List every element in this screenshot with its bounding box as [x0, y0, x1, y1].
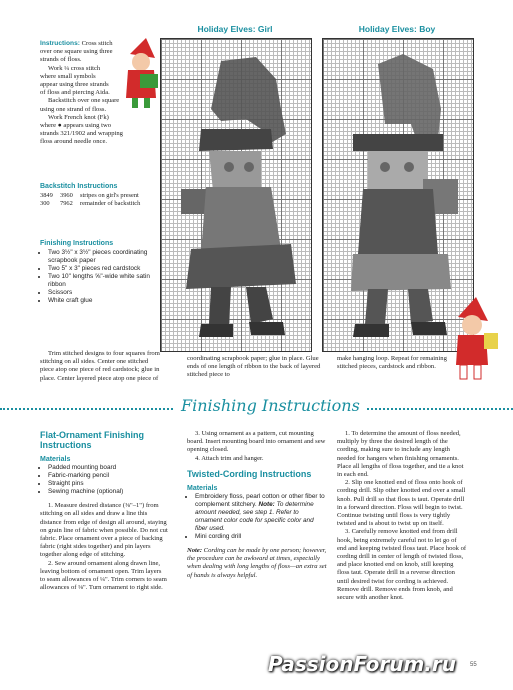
flat-step-2: 2. Sew around ornament along drawn line, leaving bottom of ornament open. Trim layers to seam allowances of ¼". Trim corners to seam allowances of ⅛". Turn ornament to right side.	[40, 559, 167, 592]
list-item: • Two 5" x 3" pieces red cardstock	[48, 265, 155, 273]
girl-chart-title: Holiday Elves: Girl	[197, 24, 273, 34]
girl-elf-pattern	[161, 39, 311, 351]
page-number: 55	[470, 662, 477, 668]
instructions-column	[40, 40, 125, 147]
twisted-cording-column	[187, 430, 327, 580]
list-item: • Padded mounting board	[48, 464, 168, 472]
bottom-text-right: make hanging loop. Repeat for remaining stitched pieces, cardstock and ribbon.	[337, 355, 447, 371]
bottom-text-left: Trim stitched designs to four squares from stitching on all sides. Center one stitched piece atop one piece of red cardstock; glue in place. Center layered piece atop one piece of	[40, 350, 160, 382]
list-item: • Fabric-marking pencil	[48, 472, 168, 480]
elf-girl-illustration	[120, 36, 162, 111]
boy-chart-title: Holiday Elves: Boy	[358, 24, 436, 34]
elf-boy-illustration	[450, 295, 500, 385]
girl-chart	[160, 38, 312, 352]
twisted-materials-heading: Materials	[187, 484, 218, 492]
finishing-heading: Finishing Instructions	[40, 240, 114, 247]
list-item: • Sewing machine (optional)	[48, 488, 168, 496]
list-item: • Scissors	[48, 289, 155, 297]
watermark: PassionForum.ru	[268, 652, 457, 676]
list-item: • Two 3½" x 3½" pieces coordinating scrapbook paper	[48, 249, 155, 265]
backstitch-row: 300 7962 remainder of backstitch	[40, 200, 141, 207]
flat-materials-list	[40, 464, 168, 496]
list-item: • White craft glue	[48, 297, 155, 305]
flat-materials-heading: Materials	[40, 456, 71, 463]
twisted-cording-heading: Twisted-Cording Instructions	[187, 468, 312, 479]
instructions-backstitch: Backstitch over one square using one strand of floss.	[40, 97, 120, 113]
flat-step-1: 1. Measure desired distance (⅜"–1") from stitching on all sides and draw a line this distance from edge of design all around, staying on grain line of fabric when possible. Do not cut fabric. Place ornament over a piece of backing fabric (right sides together) and pin layers together along edge of stitching.	[40, 502, 168, 559]
backstitch-heading: Backstitch Instructions	[40, 183, 118, 190]
flat-step-4: 4. Attach trim and hanger.	[195, 454, 264, 462]
instructions-french-knot: Work French knot (Fk) where ● appears using two strands 321/1902 and wrapping floss around needle once.	[40, 113, 123, 146]
flat-step-3: 3. Using ornament as a pattern, cut mounting board. Insert mounting board into ornament and sew opening closed.	[187, 430, 326, 454]
list-item: • Embroidery floss, pearl cotton or other fiber to complement stitchery. Note: To determine amount needed, see step 1. Refer to ornament color code for specific color and fiber used.	[195, 493, 327, 533]
list-item: • Two 10" lengths ⅝"-wide white satin ribbon	[48, 273, 155, 289]
cording-step-3: 3. Carefully remove knotted end from drill hook, being extremely careful not to let go of end and keeping twisted floss taut. Place hook of cording drill in center of length of twisted floss, and place knotted end on knob, still keeping floss taut. Operate drill in a reverse direction until desired twist for cording is achieved. Remove drill. Remove ends from knob, and secure with another knot.	[337, 528, 467, 602]
cording-step-1: 1. To determine the amount of floss needed, multiply by three the desired length of the cording, making sure to include any length needed for hangers when finishing ornaments. Place all lengths of floss together, and tie a knot in each end.	[337, 430, 464, 479]
cording-steps-column	[337, 430, 467, 602]
list-item: • Mini cording drill	[195, 533, 327, 541]
bottom-text-middle: coordinating scrapbook paper; glue in place. Glue ends of one length of ribbon to the back of layered stitched piece to	[187, 355, 321, 379]
flat-ornament-column	[40, 430, 168, 592]
instructions-label: Instructions:	[40, 40, 80, 47]
list-item: • Straight pins	[48, 480, 168, 488]
cording-note: Note: Cording can be made by one person; however, the procedure can be awkward at times, especially when dealing with long lengths of floss—an extra set of hands is always helpful.	[187, 547, 327, 579]
flat-ornament-heading: Flat-Ornament Finishing Instructions	[40, 430, 145, 450]
banner-title: Finishing Instructions	[175, 396, 366, 415]
cording-step-2: 2. Slip one knotted end of floss onto hook of cording drill. Slip other knotted end over a small knob. Pull drill so that floss is taut. Operate drill in a forward direction. Floss will begin to twist. Continue twisting until floss is very tightly twisted and is about to twist up on itself.	[337, 479, 466, 528]
backstitch-section	[40, 183, 155, 208]
instructions-quarter-stitch: Work ¼ cross stitch where small symbols appear using three strands of floss and piercing Aida.	[40, 64, 110, 97]
instructions-intro: Cross stitch over one square using three strands of floss.	[40, 40, 113, 64]
finishing-materials	[40, 240, 155, 305]
backstitch-row: 3849 3960 stripes on girl's present	[40, 192, 139, 199]
finishing-materials-list	[40, 249, 155, 305]
twisted-materials-list	[187, 493, 327, 541]
